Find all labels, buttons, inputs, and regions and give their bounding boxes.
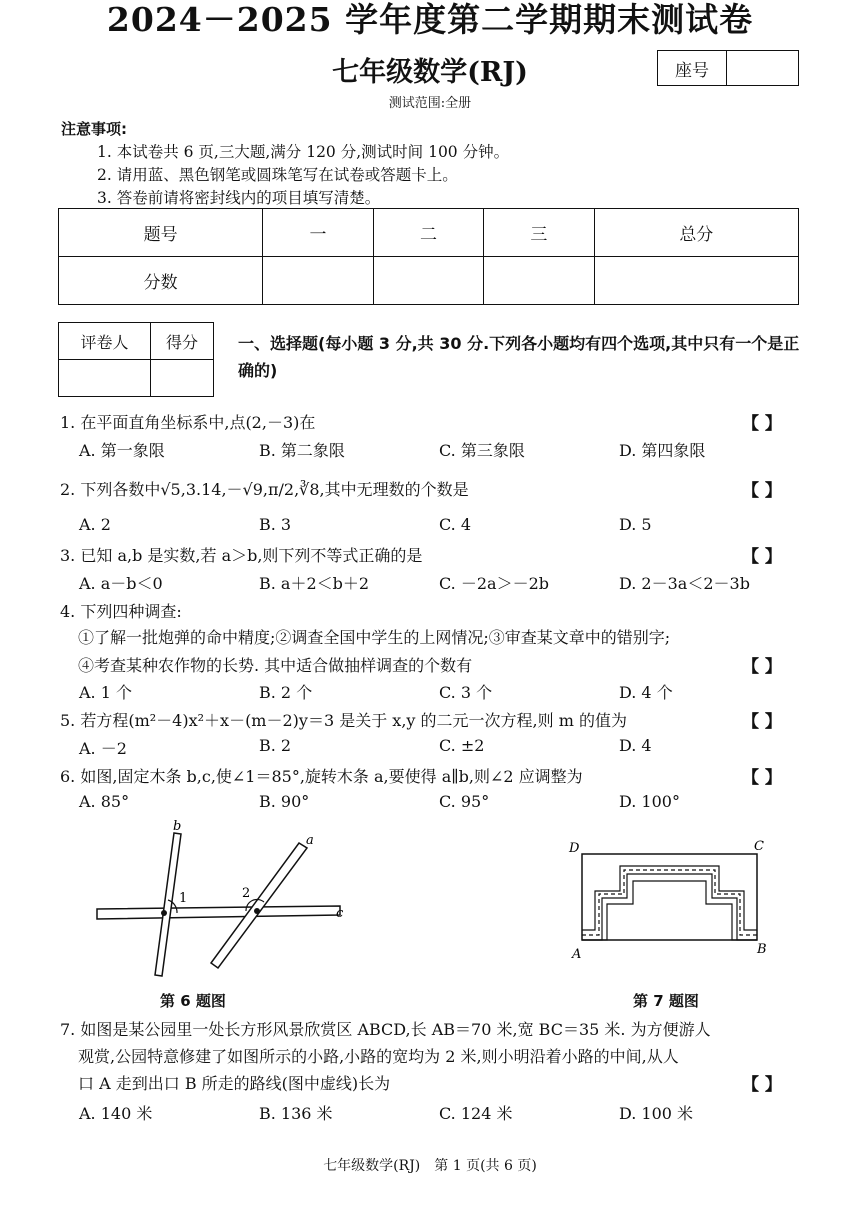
option: B. 2 个 xyxy=(259,683,313,702)
option: A. 第一象限 xyxy=(79,441,165,460)
question-stem-line: 观赏,公园特意修建了如图所示的小路,小路的宽均为 2 米,则小明沿着小路的中间,从人 xyxy=(78,1047,679,1066)
option: D. 100° xyxy=(619,792,680,811)
option: A. a－b＜0 xyxy=(79,574,163,593)
question-stem: 5. 若方程(m²－4)x²＋x－(m－2)y＝3 是关于 x,y 的二元一次方程,则 m 的值为 xyxy=(60,711,627,730)
score-row-label: 分数 xyxy=(59,257,263,305)
test-scope: 测试范围:全册 xyxy=(388,96,472,111)
option: B. 90° xyxy=(259,792,310,811)
label-angle-1: 1 xyxy=(179,891,188,906)
grader-table xyxy=(58,322,214,397)
seat-number-field[interactable] xyxy=(727,51,798,85)
option: A. －2 xyxy=(79,739,127,758)
note-item: 1. 本试卷共 6 页,三大题,满分 120 分,测试时间 100 分钟。 xyxy=(97,143,510,161)
question-stem: 2. 下列各数中√5,3.14,－√9,π/2,∛8,其中无理数的个数是 xyxy=(60,480,469,499)
option: D. 4 xyxy=(619,736,652,755)
label-c: c xyxy=(336,906,344,921)
score-header-cell: 一 xyxy=(263,209,373,257)
figure-6-caption: 第 6 题图 xyxy=(160,992,226,1010)
question-stem: 7. 如图是某公园里一处长方形风景欣赏区 ABCD,长 AB＝70 米,宽 BC＝35 米. 为方便游人 xyxy=(60,1020,711,1039)
score-table xyxy=(58,208,799,305)
answer-bracket[interactable]: 【 】 xyxy=(742,712,782,732)
label-a: a xyxy=(306,833,314,848)
option: B. 3 xyxy=(259,515,292,534)
option: B. 第二象限 xyxy=(259,441,345,460)
question-stem: 4. 下列四种调查: xyxy=(60,602,182,621)
grader-reviewer-label: 评卷人 xyxy=(59,323,151,360)
page-footer: 七年级数学(RJ) 第 1 页(共 6 页) xyxy=(323,1158,537,1174)
option: C. 95° xyxy=(439,792,490,811)
option: A. 85° xyxy=(79,792,130,811)
option: A. 1 个 xyxy=(79,683,132,702)
score-table-header-row xyxy=(59,209,799,257)
option: C. ±2 xyxy=(439,736,485,755)
figure-7-caption: 第 7 题图 xyxy=(633,992,699,1010)
option: D. 5 xyxy=(619,515,652,534)
question-stem: 1. 在平面直角坐标系中,点(2,－3)在 xyxy=(60,413,316,432)
exam-title: 2024－2025 学年度第二学期期末测试卷 xyxy=(106,0,754,39)
score-header-cell: 二 xyxy=(373,209,483,257)
intersection-point-2 xyxy=(254,908,260,914)
label-B: B xyxy=(757,942,767,957)
option: D. 100 米 xyxy=(619,1104,694,1123)
option: D. 2－3a＜2－3b xyxy=(619,574,750,593)
option: D. 第四象限 xyxy=(619,441,706,460)
stick-c xyxy=(97,906,340,919)
label-A: A xyxy=(572,947,582,962)
score-cell[interactable] xyxy=(263,257,373,305)
option: C. 124 米 xyxy=(439,1104,513,1123)
option: C. 第三象限 xyxy=(439,441,525,460)
grader-reviewer-field[interactable] xyxy=(59,360,151,397)
score-cell[interactable] xyxy=(594,257,798,305)
grader-score-field[interactable] xyxy=(150,360,213,397)
section-heading: 一、选择题(每小题 3 分,共 30 分.下列各小题均有四个选项,其中只有一个是正确的) xyxy=(238,334,800,380)
score-header-cell: 题号 xyxy=(59,209,263,257)
option: C. 3 个 xyxy=(439,683,493,702)
answer-bracket[interactable]: 【 】 xyxy=(742,547,782,567)
label-C: C xyxy=(754,839,764,854)
grader-score-label: 得分 xyxy=(150,323,213,360)
answer-bracket[interactable]: 【 】 xyxy=(742,414,782,434)
score-table-score-row xyxy=(59,257,799,305)
question-stem-line: ④考查某种农作物的长势. 其中适合做抽样调查的个数有 xyxy=(78,656,473,675)
seat-number-box xyxy=(657,50,799,86)
score-cell[interactable] xyxy=(373,257,483,305)
question-stem: 6. 如图,固定木条 b,c,使∠1＝85°,旋转木条 a,要使得 a∥b,则∠2 应调整为 xyxy=(60,767,583,786)
figure-6-diagram xyxy=(80,818,380,978)
option: B. a＋2＜b＋2 xyxy=(259,574,370,593)
score-header-cell: 总分 xyxy=(594,209,798,257)
label-b: b xyxy=(173,819,182,834)
stick-a xyxy=(211,843,307,968)
question-stem: 3. 已知 a,b 是实数,若 a＞b,则下列不等式正确的是 xyxy=(60,546,423,565)
figure-7-diagram xyxy=(565,836,775,966)
notes-heading: 注意事项: xyxy=(61,120,127,138)
option: D. 4 个 xyxy=(619,683,673,702)
answer-bracket[interactable]: 【 】 xyxy=(742,1075,782,1095)
option: C. 4 xyxy=(439,515,472,534)
intersection-point-1 xyxy=(161,910,167,916)
option: A. 140 米 xyxy=(79,1104,153,1123)
note-item: 3. 答卷前请将密封线内的项目填写清楚。 xyxy=(97,189,381,207)
park-rectangle xyxy=(582,854,757,940)
exam-subtitle: 七年级数学(RJ) xyxy=(332,57,528,88)
option: B. 2 xyxy=(259,736,292,755)
seat-number-label: 座号 xyxy=(658,51,727,85)
score-cell[interactable] xyxy=(484,257,594,305)
answer-bracket[interactable]: 【 】 xyxy=(742,481,782,501)
stick-b xyxy=(155,833,181,976)
score-header-cell: 三 xyxy=(484,209,594,257)
label-angle-2: 2 xyxy=(242,886,251,901)
answer-bracket[interactable]: 【 】 xyxy=(742,657,782,677)
option: C. －2a＞－2b xyxy=(439,574,549,593)
question-stem-line: 口 A 走到出口 B 所走的路线(图中虚线)长为 xyxy=(78,1074,391,1093)
label-D: D xyxy=(569,841,580,856)
question-stem-line: ①了解一批炮弹的命中精度;②调查全国中学生的上网情况;③审查某文章中的错别字; xyxy=(78,628,671,647)
option: B. 136 米 xyxy=(259,1104,333,1123)
answer-bracket[interactable]: 【 】 xyxy=(742,768,782,788)
note-item: 2. 请用蓝、黑色钢笔或圆珠笔写在试卷或答题卡上。 xyxy=(97,166,458,184)
option: A. 2 xyxy=(79,515,111,534)
